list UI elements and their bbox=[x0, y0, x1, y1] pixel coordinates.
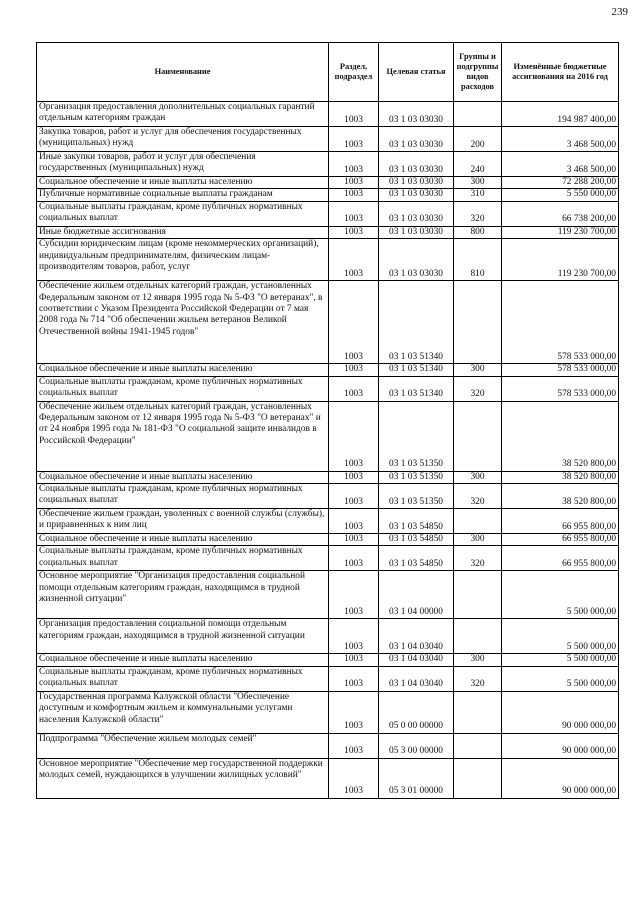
table-row bbox=[37, 691, 619, 733]
row-name: Закупка товаров, работ и услуг для обеспечения государственных (муниципальных) нужд bbox=[37, 127, 329, 152]
row-target: 03 1 03 51340 bbox=[379, 281, 454, 364]
row-name: Социальное обеспечение и иные выплаты населению bbox=[37, 364, 329, 376]
row-target: 05 3 00 00000 bbox=[379, 733, 454, 758]
row-group: 320 bbox=[454, 666, 502, 691]
row-target: 03 1 04 03040 bbox=[379, 654, 454, 666]
row-section: 1003 bbox=[329, 666, 379, 691]
row-section: 1003 bbox=[329, 177, 379, 189]
header-group: Группы и подгруппы видов расходов bbox=[454, 43, 502, 102]
header-section: Раздел, подраздел bbox=[329, 43, 379, 102]
row-name: Государственная программа Калужской области "Обеспечение доступным и комфортным жильем и коммунальными услугами населения Калужской области" bbox=[37, 691, 329, 733]
row-amount: 119 230 700,00 bbox=[502, 226, 619, 238]
budget-table bbox=[36, 42, 619, 799]
row-name: Социальные выплаты гражданам, кроме публичных нормативных социальных выплат bbox=[37, 546, 329, 571]
row-target: 03 1 03 51350 bbox=[379, 471, 454, 483]
row-name: Основное мероприятие "Обеспечение мер государственной поддержки молодых семей, нуждающихся в улучшении жилищных условий" bbox=[37, 758, 329, 798]
row-section: 1003 bbox=[329, 509, 379, 534]
row-section: 1003 bbox=[329, 619, 379, 654]
row-amount: 5 500 000,00 bbox=[502, 571, 619, 619]
row-target: 03 1 03 03030 bbox=[379, 189, 454, 201]
row-amount: 578 533 000,00 bbox=[502, 281, 619, 364]
row-target: 03 1 03 03030 bbox=[379, 201, 454, 226]
table-row bbox=[37, 666, 619, 691]
row-section: 1003 bbox=[329, 364, 379, 376]
row-target: 03 1 03 03030 bbox=[379, 127, 454, 152]
row-amount: 578 533 000,00 bbox=[502, 364, 619, 376]
row-name: Субсидии юридическим лицам (кроме некоммерческих организаций), индивидуальным предпринимателям, физическим лицам-производителям товаров, работ, услуг bbox=[37, 239, 329, 281]
row-name: Социальные выплаты гражданам, кроме публичных нормативных социальных выплат bbox=[37, 201, 329, 226]
table-row bbox=[37, 152, 619, 177]
table-row bbox=[37, 571, 619, 619]
row-amount: 66 738 200,00 bbox=[502, 201, 619, 226]
row-amount: 66 955 800,00 bbox=[502, 546, 619, 571]
row-group bbox=[454, 281, 502, 364]
row-target: 03 1 03 54850 bbox=[379, 546, 454, 571]
table-row bbox=[37, 654, 619, 666]
row-name: Публичные нормативные социальные выплаты гражданам bbox=[37, 189, 329, 201]
table-row bbox=[37, 226, 619, 238]
row-amount: 578 533 000,00 bbox=[502, 376, 619, 401]
row-section: 1003 bbox=[329, 152, 379, 177]
table-row bbox=[37, 534, 619, 546]
row-name: Социальное обеспечение и иные выплаты населению bbox=[37, 654, 329, 666]
table-row bbox=[37, 127, 619, 152]
row-target: 03 1 03 03030 bbox=[379, 226, 454, 238]
table-row bbox=[37, 189, 619, 201]
row-amount: 3 468 500,00 bbox=[502, 127, 619, 152]
row-target: 03 1 03 51340 bbox=[379, 364, 454, 376]
row-section: 1003 bbox=[329, 127, 379, 152]
row-group bbox=[454, 758, 502, 798]
table-row bbox=[37, 619, 619, 654]
row-target: 05 0 00 00000 bbox=[379, 691, 454, 733]
table-body bbox=[37, 102, 619, 799]
row-target: 03 1 03 03030 bbox=[379, 152, 454, 177]
row-section: 1003 bbox=[329, 571, 379, 619]
table-row bbox=[37, 281, 619, 364]
row-section: 1003 bbox=[329, 758, 379, 798]
row-amount: 5 500 000,00 bbox=[502, 619, 619, 654]
table-row bbox=[37, 471, 619, 483]
row-target: 03 1 03 51350 bbox=[379, 484, 454, 509]
row-name: Социальные выплаты гражданам, кроме публичных нормативных социальных выплат bbox=[37, 484, 329, 509]
row-amount: 38 520 800,00 bbox=[502, 471, 619, 483]
header-target: Целевая статья bbox=[379, 43, 454, 102]
row-amount: 5 500 000,00 bbox=[502, 654, 619, 666]
row-name: Иные закупки товаров, работ и услуг для обеспечения государственных (муниципальных) нужд bbox=[37, 152, 329, 177]
row-section: 1003 bbox=[329, 733, 379, 758]
row-amount: 90 000 000,00 bbox=[502, 758, 619, 798]
table-row bbox=[37, 733, 619, 758]
row-name: Социальные выплаты гражданам, кроме публичных нормативных социальных выплат bbox=[37, 666, 329, 691]
row-target: 03 1 03 03030 bbox=[379, 177, 454, 189]
row-section: 1003 bbox=[329, 102, 379, 127]
row-name: Социальные выплаты гражданам, кроме публичных нормативных социальных выплат bbox=[37, 376, 329, 401]
row-target: 03 1 03 51350 bbox=[379, 401, 454, 471]
row-name: Основное мероприятие "Организация предоставления социальной помощи отдельным категориям граждан, находящимся в трудной жизненной ситуации" bbox=[37, 571, 329, 619]
row-section: 1003 bbox=[329, 484, 379, 509]
row-group: 200 bbox=[454, 127, 502, 152]
row-name: Обеспечение жильем граждан, уволенных с военной службы (службы), и приравненных к ним лиц bbox=[37, 509, 329, 534]
table-row bbox=[37, 401, 619, 471]
row-group bbox=[454, 102, 502, 127]
row-group bbox=[454, 401, 502, 471]
row-target: 03 1 03 03030 bbox=[379, 102, 454, 127]
row-group: 300 bbox=[454, 534, 502, 546]
row-group bbox=[454, 619, 502, 654]
row-section: 1003 bbox=[329, 534, 379, 546]
table-row bbox=[37, 364, 619, 376]
row-target: 03 1 04 03040 bbox=[379, 619, 454, 654]
row-name: Обеспечение жильем отдельных категорий граждан, установленных Федеральным законом от 12 января 1995 года № 5-ФЗ "О ветеранах", в соответствии с Указом Президента Российской Федерации от 7 мая 2008 года № 714 "Об обеспечении жильем ветеранов Великой Отечественной войны 1941-1945 годов" bbox=[37, 281, 329, 364]
table-row bbox=[37, 201, 619, 226]
row-name: Подпрограмма "Обеспечение жильем молодых семей" bbox=[37, 733, 329, 758]
row-group bbox=[454, 509, 502, 534]
row-group: 320 bbox=[454, 484, 502, 509]
row-name: Организация предоставления дополнительных социальных гарантий отдельным категориям граждан bbox=[37, 102, 329, 127]
table-header-row bbox=[37, 43, 619, 102]
row-section: 1003 bbox=[329, 401, 379, 471]
row-name: Иные бюджетные ассигнования bbox=[37, 226, 329, 238]
row-amount: 66 955 800,00 bbox=[502, 509, 619, 534]
row-section: 1003 bbox=[329, 201, 379, 226]
row-name: Обеспечение жильем отдельных категорий граждан, установленных Федеральным законом от 12 января 1995 года № 5-ФЗ "О ветеранах" и от 24 ноября 1995 года № 181-ФЗ "О социальной защите инвалидов в Российской Федерации" bbox=[37, 401, 329, 471]
row-target: 03 1 04 00000 bbox=[379, 571, 454, 619]
table-row bbox=[37, 177, 619, 189]
row-target: 03 1 03 03030 bbox=[379, 239, 454, 281]
row-section: 1003 bbox=[329, 654, 379, 666]
row-group: 320 bbox=[454, 201, 502, 226]
header-name: Наименование bbox=[37, 43, 329, 102]
header-amount: Изменённые бюджетные ассигнования на 2016 год bbox=[502, 43, 619, 102]
row-amount: 194 987 400,00 bbox=[502, 102, 619, 127]
row-group bbox=[454, 571, 502, 619]
row-group bbox=[454, 733, 502, 758]
row-section: 1003 bbox=[329, 189, 379, 201]
row-target: 05 3 01 00000 bbox=[379, 758, 454, 798]
row-target: 03 1 03 54850 bbox=[379, 534, 454, 546]
row-target: 03 1 03 54850 bbox=[379, 509, 454, 534]
row-amount: 5 550 000,00 bbox=[502, 189, 619, 201]
row-amount: 72 288 200,00 bbox=[502, 177, 619, 189]
row-name: Социальное обеспечение и иные выплаты населению bbox=[37, 177, 329, 189]
row-target: 03 1 04 03040 bbox=[379, 666, 454, 691]
row-group bbox=[454, 691, 502, 733]
row-name: Социальное обеспечение и иные выплаты населению bbox=[37, 534, 329, 546]
row-amount: 38 520 800,00 bbox=[502, 401, 619, 471]
row-section: 1003 bbox=[329, 376, 379, 401]
row-group: 810 bbox=[454, 239, 502, 281]
row-section: 1003 bbox=[329, 471, 379, 483]
table-row bbox=[37, 509, 619, 534]
row-amount: 119 230 700,00 bbox=[502, 239, 619, 281]
row-section: 1003 bbox=[329, 226, 379, 238]
row-amount: 5 500 000,00 bbox=[502, 666, 619, 691]
row-group: 800 bbox=[454, 226, 502, 238]
row-group: 310 bbox=[454, 189, 502, 201]
table-row bbox=[37, 239, 619, 281]
row-name: Организация предоставления социальной помощи отдельным категориям граждан, находящимся в трудной жизненной ситуации bbox=[37, 619, 329, 654]
row-amount: 3 468 500,00 bbox=[502, 152, 619, 177]
table-row bbox=[37, 102, 619, 127]
row-group: 300 bbox=[454, 177, 502, 189]
row-group: 320 bbox=[454, 376, 502, 401]
table-row bbox=[37, 484, 619, 509]
row-group: 300 bbox=[454, 471, 502, 483]
row-amount: 38 520 800,00 bbox=[502, 484, 619, 509]
row-group: 300 bbox=[454, 654, 502, 666]
row-group: 300 bbox=[454, 364, 502, 376]
page-number: 239 bbox=[611, 6, 628, 18]
row-section: 1003 bbox=[329, 239, 379, 281]
row-section: 1003 bbox=[329, 281, 379, 364]
row-group: 320 bbox=[454, 546, 502, 571]
row-amount: 90 000 000,00 bbox=[502, 691, 619, 733]
row-target: 03 1 03 51340 bbox=[379, 376, 454, 401]
table-row bbox=[37, 376, 619, 401]
row-section: 1003 bbox=[329, 546, 379, 571]
row-amount: 66 955 800,00 bbox=[502, 534, 619, 546]
row-amount: 90 000 000,00 bbox=[502, 733, 619, 758]
row-group: 240 bbox=[454, 152, 502, 177]
table-row bbox=[37, 546, 619, 571]
row-name: Социальное обеспечение и иные выплаты населению bbox=[37, 471, 329, 483]
row-section: 1003 bbox=[329, 691, 379, 733]
table-row bbox=[37, 758, 619, 798]
